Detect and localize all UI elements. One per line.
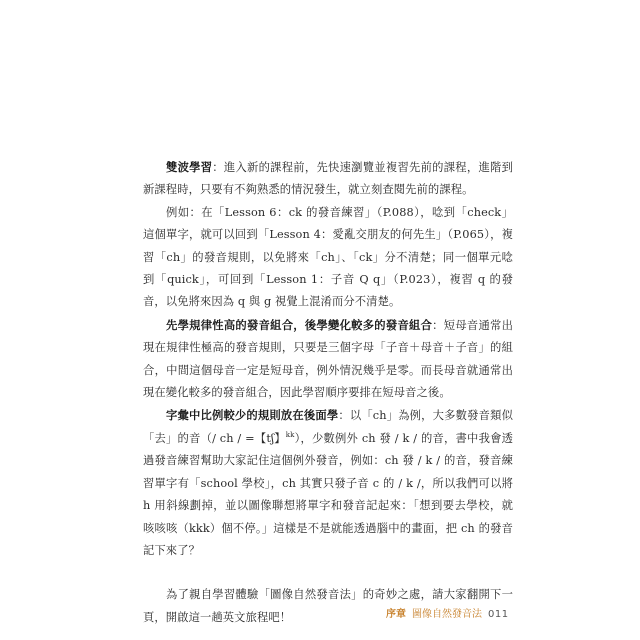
page-number: 011 <box>488 609 509 620</box>
body-text <box>143 156 513 629</box>
footer-title: 圖像自然發音法 <box>412 609 482 620</box>
paragraph-closing <box>143 584 513 629</box>
heading-rare-rules-later: 字彙中比例較少的規則放在後面學 <box>166 408 339 423</box>
paragraph-double-wave <box>143 156 513 202</box>
paragraph-text: ：以「ch」為例，大多數發音類似「去」的音（/ ch / =【tʃ】 <box>143 409 513 445</box>
paragraph-rare-rules-later <box>143 404 513 562</box>
paragraph-text: 例如：在「Lesson 6：ck 的發音練習」（P.088），唸到「check」這個單字，就可以回到「Lesson 4：愛亂交朋友的何先生」（P.065），複習「ch」的發音規則，以免將來「ch」、「ck」分不清楚；同一個單元唸到「quick」，可回到「Lesson 1：子音 Q q」（P.023），複習 q 的發音，以免將來因為 q 與 g 視覺上混淆而分不清楚。 <box>143 205 513 309</box>
paragraph-example <box>143 202 513 314</box>
heading-double-wave: 雙波學習 <box>166 160 213 174</box>
page-footer <box>386 608 516 622</box>
paragraph-regular-first <box>143 314 513 405</box>
paragraph-text: ），少數例外 ch 發 / k / 的音，書中我會透過發音練習幫助大家記住這個例外發音，例如：ch 發 / k / 的音，發音練習單字有「school 學校」，ch 其實只發子音 c 的 / k /，所以我們可以將 h 用斜線劃掉，並以圖像聯想將單字和發音記起來：「想到要去學校，就咳咳咳（kkk）個不停。」這樣是不是就能透過腦中的畫面，把 ch 的發音記下來了？ <box>143 431 513 557</box>
paragraph-text: ：短母音通常出現在規律性極高的發音規則，只要是三個字母「子音＋母音＋子音」的組合，中間這個母音一定是短母音，例外情況幾乎是零。而長母音就通常出現在變化較多的發音組合，因此學習順序要排在短母音之後。 <box>143 318 514 400</box>
heading-regular-first: 先學規律性高的發音組合，後學變化較多的發音組合 <box>166 317 433 332</box>
paragraph-text: 為了親自學習體驗「圖像自然發音法」的奇妙之處，請大家翻開下一頁，開啟這一趟英文旅程吧！ <box>143 588 513 624</box>
footer-chapter: 序章 <box>386 609 406 620</box>
paragraph-gap <box>143 562 513 584</box>
paragraph-text: ：進入新的課程前，先快速瀏覽並複習先前的課程，進階到新課程時，只要有不夠熟悉的情況發生，就立刻查閱先前的課程。 <box>143 161 513 197</box>
kk-superscript: kk <box>285 431 295 440</box>
